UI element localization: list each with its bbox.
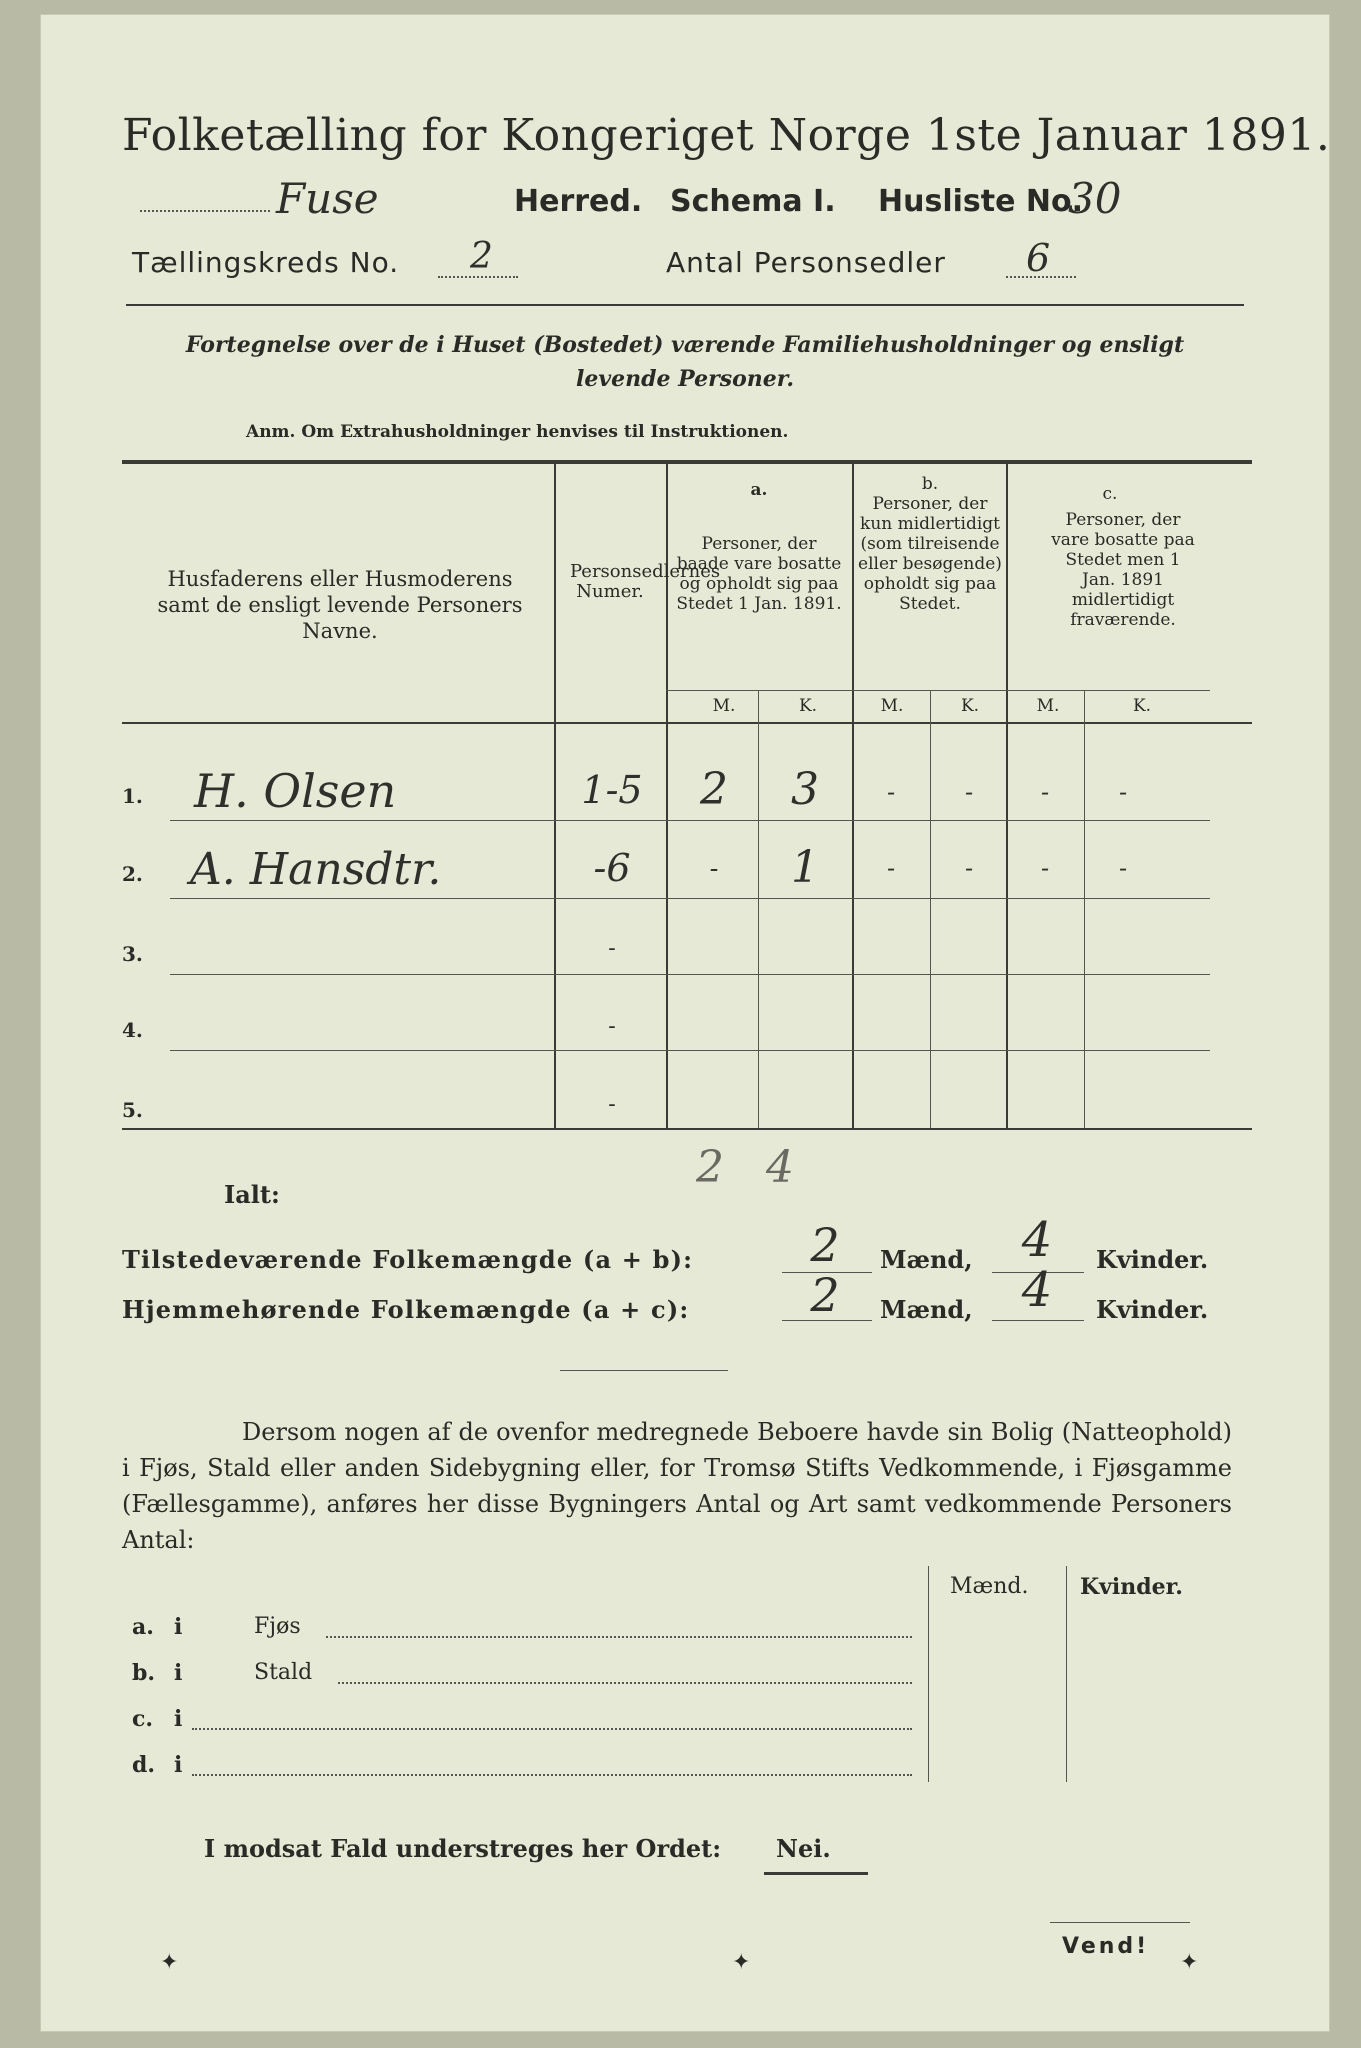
vend-text: Vend!	[1062, 1934, 1150, 1959]
building-d-i: i	[174, 1752, 183, 1778]
hjemme-maend-line	[782, 1320, 872, 1321]
tilstede-kvinder: 4	[1021, 1212, 1053, 1268]
hjemme-kvinder: 4	[1021, 1262, 1053, 1318]
row-3-number: 3.	[122, 942, 143, 966]
row-1-b-m: -	[886, 778, 896, 806]
header-a-text: Personer, der baade vare bosatte og opholdt sig paa Stedet 1 Jan. 1891.	[676, 534, 842, 614]
census-form-sheet	[40, 14, 1330, 2032]
table-bottom-rule	[122, 1128, 1252, 1130]
herred-label: Herred.	[514, 184, 643, 219]
row-1-numer: 1-5	[581, 768, 643, 812]
herred-value: Fuse	[276, 174, 379, 223]
intro-line-2: levende Personer.	[576, 366, 794, 392]
vend-rule	[1050, 1922, 1190, 1923]
schema-label: Schema I.	[670, 184, 836, 219]
building-d-letter: d.	[132, 1752, 156, 1778]
header-a-letter: a.	[750, 480, 768, 500]
building-a-i: i	[174, 1614, 183, 1640]
col-divider-names	[554, 460, 556, 1128]
building-b-i: i	[174, 1660, 183, 1686]
mk-header-rule	[666, 690, 1210, 691]
row-2-a-m: -	[709, 854, 719, 884]
tilstede-label: Tilstedeværende Folkemængde (a + b):	[122, 1245, 694, 1274]
col-divider-a	[852, 460, 854, 1128]
kreds-value: 2	[470, 236, 493, 277]
building-c-letter: c.	[132, 1706, 154, 1732]
row-2-b-m: -	[886, 854, 896, 882]
herred-dotted-line	[140, 210, 270, 212]
building-b-label: Stald	[254, 1660, 313, 1685]
a-m-label: M.	[712, 696, 736, 716]
building-a-letter: a.	[132, 1614, 154, 1640]
row-2-numer: -6	[593, 846, 631, 890]
buildings-col-divider-2	[1066, 1566, 1067, 1782]
c-mk-divider	[1084, 690, 1085, 1128]
header-b-text: Personer, der kun midlertidigt (som tilreisende eller besøgende) opholdt sig paa Stedet.	[858, 494, 1002, 614]
row-2-a-k: 1	[791, 842, 819, 893]
pencil-note: 2 4	[696, 1142, 808, 1193]
row-2-b-k: -	[964, 854, 974, 882]
row-5-numer: -	[608, 1092, 616, 1117]
print-mark-left-icon: ✦	[160, 1950, 179, 1975]
col-divider-b	[1006, 460, 1008, 1128]
antal-label: Antal Personsedler	[666, 246, 946, 279]
section-divider	[560, 1370, 728, 1371]
c-m-label: M.	[1036, 696, 1060, 716]
building-a-dots	[326, 1636, 912, 1638]
row-rule-1	[170, 820, 1210, 821]
intro-line-1: Fortegnelse over de i Huset (Bostedet) værende Familiehusholdninger og ensligt	[185, 332, 1185, 358]
header-b-letter: b.	[921, 474, 939, 494]
husliste-label: Husliste No.	[878, 184, 1083, 219]
row-1-name: H. Olsen	[194, 764, 397, 818]
building-b-letter: b.	[132, 1660, 156, 1686]
row-2-c-m: -	[1040, 854, 1050, 882]
buildings-col-divider-1	[928, 1566, 929, 1782]
building-a-label: Fjøs	[254, 1614, 301, 1639]
a-k-label: K.	[798, 696, 818, 716]
row-4-number: 4.	[122, 1018, 143, 1042]
b-k-label: K.	[960, 696, 980, 716]
row-rule-3	[170, 974, 1210, 975]
row-5-number: 5.	[122, 1098, 143, 1122]
buildings-paragraph: Dersom nogen af de ovenfor medregnede Beboere havde sin Bolig (Natteophold) i Fjøs, Stald eller anden Sidebygning eller, for Tromsø Stifts Vedkommende, i Fjøsgamme (Fællesgamme), anføres her disse Bygningers Antal og Art samt vedkommende Personers Antal:	[122, 1418, 1232, 1554]
husliste-value: 30	[1068, 174, 1122, 223]
header-c-letter: c.	[1102, 484, 1118, 504]
modsat-text: I modsat Fald understreges her Ordet:	[204, 1834, 722, 1863]
anm-note: Anm. Om Extrahusholdninger henvises til Instruktionen.	[246, 422, 789, 442]
header-divider	[126, 304, 1244, 306]
kreds-label: Tællingskreds No.	[132, 246, 400, 279]
hjemme-label: Hjemmehørende Folkemængde (a + c):	[122, 1295, 690, 1324]
tilstede-maend-word: Mænd,	[880, 1245, 973, 1274]
buildings-col-kvinder: Kvinder.	[1080, 1574, 1183, 1600]
hjemme-maend-word: Mænd,	[880, 1295, 973, 1324]
nei-word: Nei.	[776, 1834, 831, 1863]
header-c-text: Personer, der vare bosatte paa Stedet men 1 Jan. 1891 midlertidigt fraværende.	[1051, 510, 1195, 630]
row-1-c-k: -	[1118, 778, 1128, 806]
antal-value: 6	[1026, 236, 1051, 280]
hjemme-maend: 2	[810, 1268, 840, 1322]
building-c-dots	[192, 1728, 912, 1730]
building-d-dots	[192, 1774, 912, 1776]
ialt-label: Ialt:	[224, 1180, 280, 1209]
form-title: Folketælling for Kongeriget Norge 1ste Januar 1891.	[122, 110, 1331, 161]
hjemme-kvinder-line	[992, 1320, 1084, 1321]
row-2-number: 2.	[122, 862, 143, 886]
nei-underline	[764, 1872, 868, 1875]
row-4-numer: -	[608, 1014, 616, 1039]
building-c-i: i	[174, 1706, 183, 1732]
row-3-numer: -	[608, 936, 616, 961]
c-k-label: K.	[1132, 696, 1152, 716]
row-1-number: 1.	[122, 784, 143, 808]
a-mk-divider	[758, 690, 759, 1128]
tilstede-kvinder-word: Kvinder.	[1096, 1245, 1209, 1274]
table-top-rule	[122, 460, 1252, 464]
row-rule-4	[170, 1050, 1210, 1051]
building-b-dots	[338, 1682, 912, 1684]
print-mark-right-icon: ✦	[1180, 1950, 1199, 1975]
header-names: Husfaderens eller Husmoderens samt de ensligt levende Personers Navne.	[157, 567, 523, 643]
tilstede-maend: 2	[810, 1218, 840, 1272]
row-1-a-m: 2	[700, 764, 728, 815]
table-header-rule	[122, 722, 1252, 724]
row-1-c-m: -	[1040, 778, 1050, 806]
hjemme-kvinder-word: Kvinder.	[1096, 1295, 1209, 1324]
header-numer: Personsedlernes Numer.	[570, 561, 721, 602]
row-2-c-k: -	[1118, 854, 1128, 882]
print-mark-center-icon: ✦	[732, 1950, 751, 1975]
row-rule-2	[170, 898, 1210, 899]
buildings-col-maend: Mænd.	[950, 1574, 1029, 1599]
row-1-b-k: -	[964, 778, 974, 806]
b-mk-divider	[930, 690, 931, 1128]
b-m-label: M.	[880, 696, 904, 716]
row-1-a-k: 3	[791, 764, 819, 815]
row-2-name: A. Hansdtr.	[190, 844, 442, 895]
